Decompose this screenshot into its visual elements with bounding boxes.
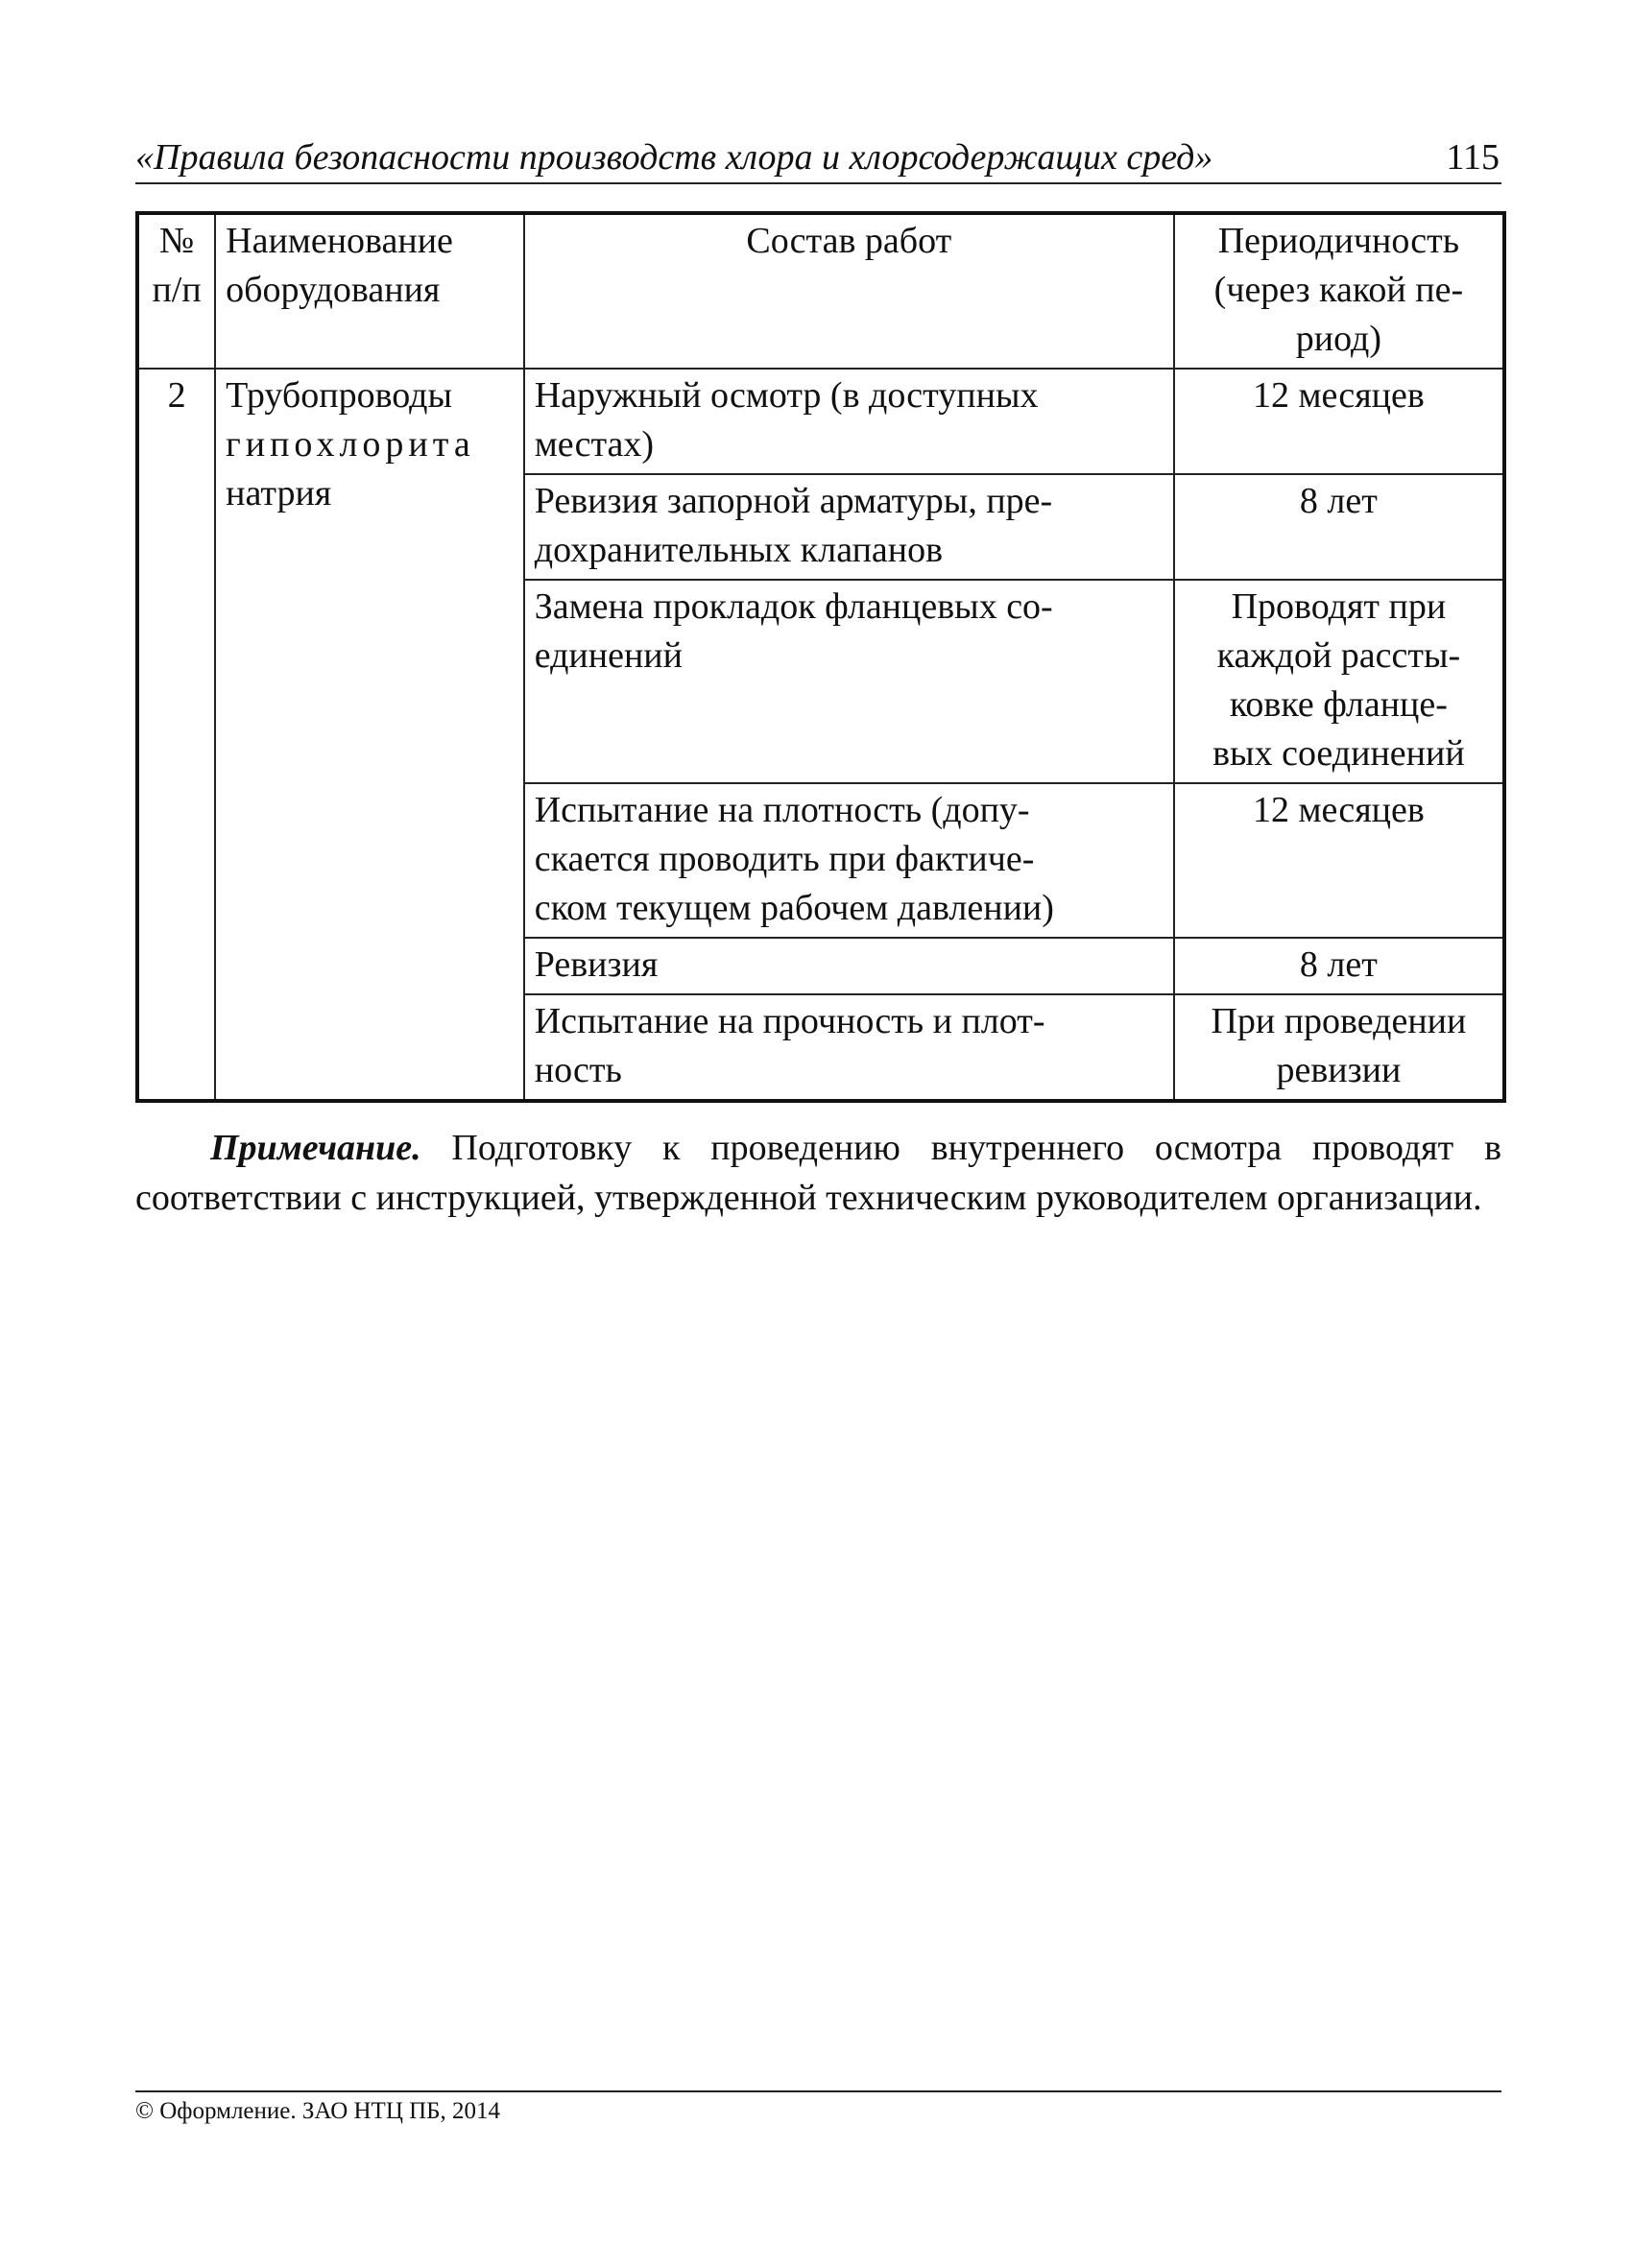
maintenance-table	[135, 211, 1506, 1103]
column-header-number: № п/п	[137, 213, 215, 369]
work-cell: Ревизия	[524, 938, 1174, 994]
page-number: 115	[1446, 137, 1500, 178]
column-header-periodicity: Периодичность (через какой пе- риод)	[1174, 213, 1504, 369]
work-cell: Ревизия запорной арматуры, пре- дохранительных клапанов	[524, 474, 1174, 580]
column-header-works: Состав работ	[524, 213, 1174, 369]
column-header-equipment: Наименование оборудования	[215, 213, 524, 369]
work-cell: Наружный осмотр (в доступных местах)	[524, 369, 1174, 474]
period-cell: При проведении ревизии	[1174, 994, 1504, 1101]
table-row	[137, 369, 1504, 474]
footer-copyright: © Оформление. ЗАО НТЦ ПБ, 2014	[135, 2098, 501, 2124]
period-cell: 12 месяцев	[1174, 369, 1504, 474]
period-cell: Проводят при каждой рассты- ковке фланце- вых соединений	[1174, 580, 1504, 783]
note-text: организации.	[1277, 1178, 1482, 1218]
page-header	[135, 132, 1501, 184]
period-cell: 8 лет	[1174, 938, 1504, 994]
footer-divider	[135, 2090, 1501, 2092]
row-number-cell: 2	[137, 369, 215, 1101]
work-cell: Замена прокладок фланцевых со- единений	[524, 580, 1174, 783]
period-cell: 8 лет	[1174, 474, 1504, 580]
table-header-row	[137, 213, 1504, 369]
document-title: «Правила безопасности производств хлора и хлорсодержащих сред»	[135, 137, 1213, 178]
work-cell: Испытание на плотность (допу- скается проводить при фактиче- ском текущем рабочем давлении)	[524, 783, 1174, 938]
note-text: в соответствии с инструкцией, утвержденной техническим руководителем	[135, 1128, 1502, 1218]
note-paragraph	[135, 1123, 1501, 1223]
work-cell: Испытание на прочность и плот- ность	[524, 994, 1174, 1101]
equipment-name-cell: Трубопроводы гипохлорита натрия	[215, 369, 524, 1101]
period-cell: 12 месяцев	[1174, 783, 1504, 938]
note-label: Примечание.	[210, 1128, 421, 1168]
note-text: Подготовку к проведению внутреннего осмотра проводят	[451, 1128, 1454, 1168]
